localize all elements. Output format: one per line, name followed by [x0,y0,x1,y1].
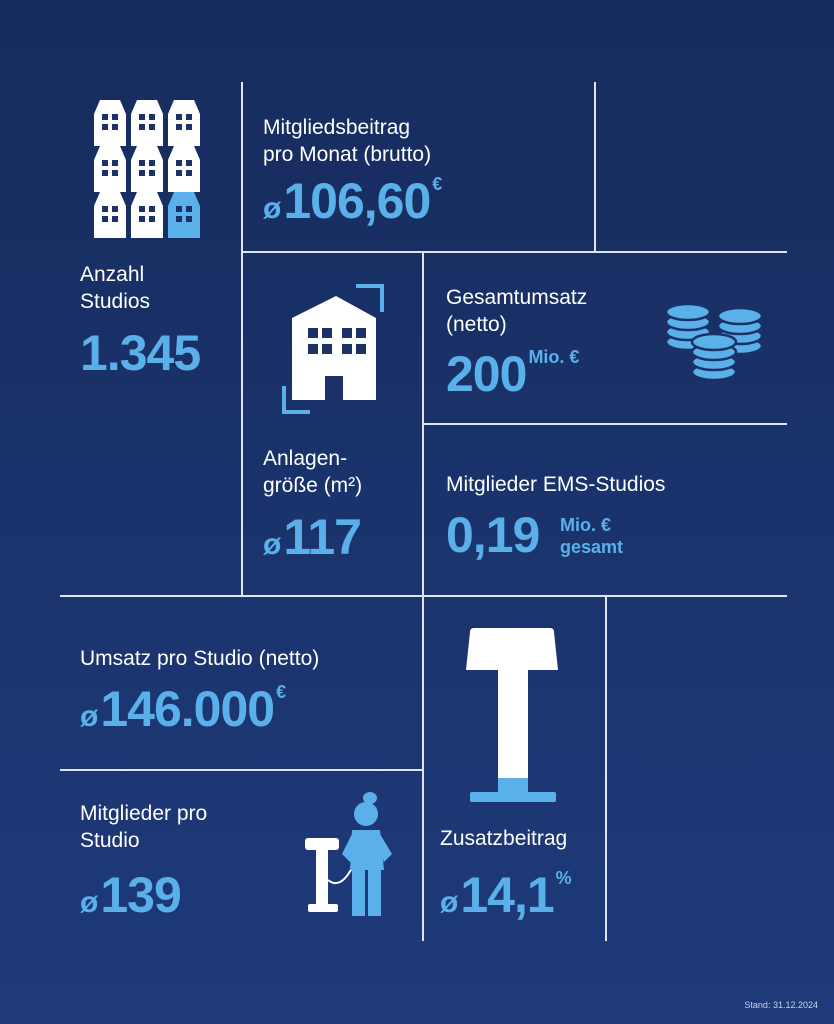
average-symbol: ø [80,700,99,733]
ems-members-label: Mitglieder EMS-Studios [446,473,666,496]
surcharge-number: 14,1 [460,867,554,923]
membership-fee-unit: € [432,174,443,194]
studios-number: 1.345 [80,325,201,381]
ems-trainer-icon [300,790,400,920]
revenue-per-studio-unit: € [276,682,287,702]
coins-icon [662,296,766,382]
facility-size-number: 117 [283,509,361,565]
studios-value [80,324,200,382]
members-per-studio-number: 139 [100,867,181,923]
facility-size-value [263,508,361,566]
grid-line [241,82,243,595]
revenue-per-studio-label: Umsatz pro Studio (netto) [80,647,320,670]
facility-size-label: Anlagen- größe (m²) [263,447,363,497]
membership-fee-number: 106,60 [283,173,431,229]
grid-line [594,82,596,252]
ems-device-icon [462,626,562,806]
total-revenue-label: Gesamtumsatz (netto) [446,286,588,336]
average-symbol: ø [263,192,282,225]
average-symbol: ø [440,886,459,919]
footer-date: Stand: 31.12.2024 [744,1000,818,1010]
ems-members-number: 0,19 [446,507,540,563]
revenue-per-studio-number: 146.000 [100,681,275,737]
total-revenue-value [446,345,579,403]
average-symbol: ø [80,886,99,919]
revenue-per-studio-value [80,680,286,738]
grid-line [60,595,787,597]
membership-fee-label: Mitgliedsbeitrag pro Monat (brutto) [263,116,432,166]
surcharge-value [440,866,572,924]
membership-fee-value [263,172,442,230]
buildings-icon [94,100,204,238]
surcharge-unit: % [555,868,572,888]
studios-label: Anzahl Studios [80,263,151,313]
grid-line [60,769,422,771]
ems-members-unit-line2: gesamt [560,537,624,557]
ems-members-unit [560,514,623,558]
members-per-studio-label: Mitglieder pro Studio [80,802,208,852]
building-area-icon [280,282,388,418]
ems-members-unit-line1: Mio. € [560,515,612,535]
total-revenue-number: 200 [446,346,527,402]
surcharge-label: Zusatzbeitrag [440,827,568,850]
grid-line [422,423,787,425]
grid-line [241,251,787,253]
grid-line [605,595,607,941]
ems-members-value [446,506,539,564]
members-per-studio-value [80,866,181,924]
average-symbol: ø [263,528,282,561]
total-revenue-unit: Mio. € [528,347,580,367]
